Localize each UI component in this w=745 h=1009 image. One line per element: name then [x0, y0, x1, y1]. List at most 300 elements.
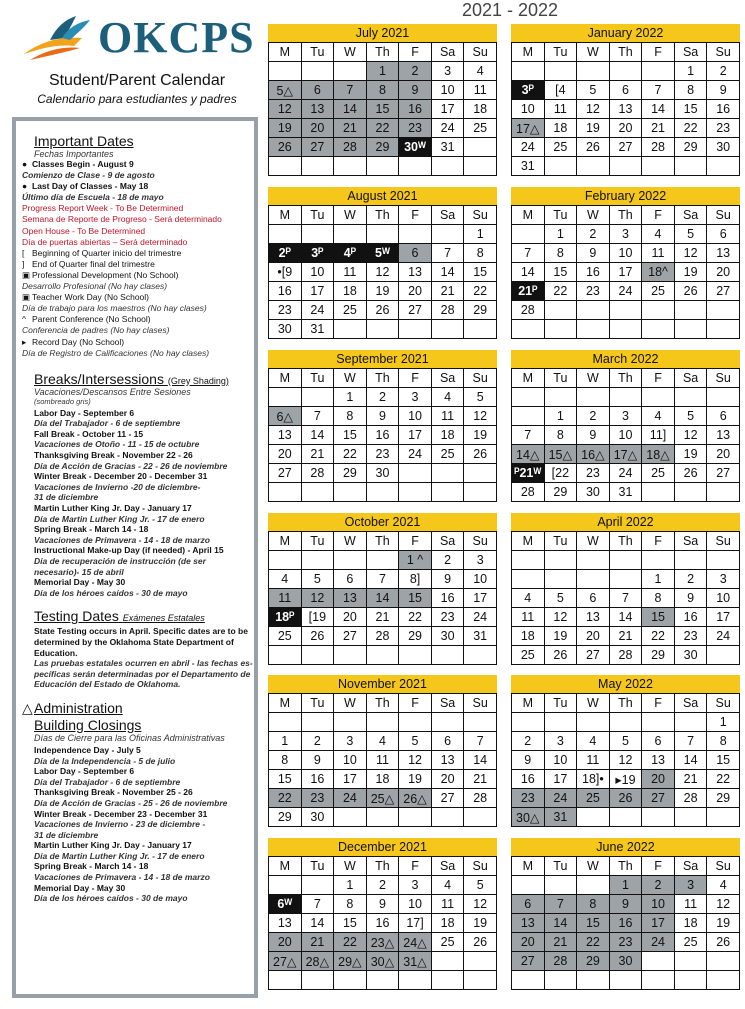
day-cell: 9: [399, 81, 432, 100]
day-cell: [512, 971, 545, 990]
day-cell: [577, 876, 610, 895]
day-cell: 13: [642, 751, 675, 770]
important-item: [22, 281, 247, 292]
day-cell: 29: [366, 138, 399, 157]
weekday-header: Th: [609, 532, 642, 551]
day-cell: 5ᵂ: [366, 244, 399, 263]
day-cell: 3: [609, 225, 642, 244]
day-cell: 20: [642, 770, 675, 789]
day-cell: [707, 320, 740, 339]
day-cell: 26: [577, 138, 610, 157]
breaks-heading: [34, 371, 247, 387]
weekday-header: Sa: [674, 43, 707, 62]
weekday-header: Su: [464, 694, 497, 713]
weekday-header: M: [512, 857, 545, 876]
day-cell: [334, 713, 367, 732]
admin-item: [34, 840, 247, 851]
day-cell: 5△: [269, 81, 302, 100]
breaks-item: [34, 577, 247, 588]
day-cell: 18: [544, 119, 577, 138]
day-cell: 26: [674, 464, 707, 483]
day-cell: [512, 876, 545, 895]
day-cell: 21: [609, 627, 642, 646]
day-cell: 18: [334, 282, 367, 301]
month-title: November 2021: [268, 675, 497, 693]
day-cell: 24: [431, 119, 464, 138]
day-cell: 1: [707, 713, 740, 732]
breaks-item: [34, 567, 247, 578]
day-cell: 12: [301, 589, 334, 608]
month-title: March 2022: [511, 350, 740, 368]
day-cell: 12: [399, 751, 432, 770]
day-cell: [366, 320, 399, 339]
day-cell: 2: [399, 62, 432, 81]
day-cell: 14: [431, 263, 464, 282]
day-cell: [334, 646, 367, 665]
day-cell: 29: [577, 952, 610, 971]
day-cell: 5: [609, 732, 642, 751]
logo-wordmark: OKCPS: [98, 13, 255, 62]
admin-item-text: Independence Day - July 5: [34, 744, 141, 755]
day-cell: 4: [512, 589, 545, 608]
admin-item-text: Día de los héroes caídos - 30 de mayo: [34, 893, 188, 904]
day-cell: [334, 320, 367, 339]
day-cell: [707, 301, 740, 320]
admin-item: [34, 798, 247, 809]
day-cell: 8: [642, 589, 675, 608]
weekday-header: Th: [366, 43, 399, 62]
day-cell: 1: [544, 225, 577, 244]
day-cell: 19: [464, 914, 497, 933]
testing-item: [34, 658, 253, 669]
day-cell: 30: [366, 464, 399, 483]
day-cell: 28: [642, 138, 675, 157]
day-cell: [674, 713, 707, 732]
day-cell: 8: [269, 751, 302, 770]
day-cell: [609, 570, 642, 589]
day-cell: 29: [399, 627, 432, 646]
day-cell: [334, 62, 367, 81]
day-cell: 13: [334, 589, 367, 608]
month-calendar: [511, 24, 740, 176]
day-cell: [674, 301, 707, 320]
testing-item: [34, 637, 247, 648]
day-cell: 2: [512, 732, 545, 751]
day-cell: 14△: [512, 445, 545, 464]
day-cell: 7: [301, 407, 334, 426]
day-cell: 26: [464, 933, 497, 952]
day-cell: [609, 713, 642, 732]
day-cell: 28: [544, 952, 577, 971]
important-dates-heading: Important Dates: [34, 133, 134, 149]
important-item: [22, 181, 247, 192]
breaks-item-text: 31 de diciembre: [34, 492, 99, 503]
day-cell: [642, 952, 675, 971]
day-cell: 25: [464, 119, 497, 138]
weekday-header: F: [642, 369, 675, 388]
day-cell: 19: [674, 263, 707, 282]
weekday-header: Sa: [674, 532, 707, 551]
admin-item-text: Día de la Independencia - 5 de julio: [34, 755, 176, 766]
admin-item-text: Día de Acción de Gracias - 25 - 26 de noviembre: [34, 797, 228, 808]
weekday-header: Su: [707, 857, 740, 876]
day-cell: 8: [334, 895, 367, 914]
day-cell: 22: [366, 119, 399, 138]
day-cell: [642, 551, 675, 570]
day-cell: 21: [301, 933, 334, 952]
weekday-header: F: [642, 857, 675, 876]
important-item-text: Día de puertas abiertas – Será determinado: [22, 236, 188, 247]
month-calendar: [268, 838, 497, 990]
weekday-header: Th: [366, 694, 399, 713]
day-cell: 12: [269, 100, 302, 119]
admin-item-text: Vacaciones de Primavera - 14 - 18 de marzo: [34, 872, 210, 883]
month-title: April 2022: [511, 513, 740, 531]
admin-item-text: Thanksgiving Break - November 25 - 26: [34, 787, 193, 798]
day-cell: 14: [512, 263, 545, 282]
day-cell: 8: [334, 407, 367, 426]
testing-item-text: Education.: [34, 647, 78, 658]
day-cell: [642, 301, 675, 320]
day-cell: 16: [674, 608, 707, 627]
day-cell: 23: [707, 119, 740, 138]
day-cell: 2: [642, 876, 675, 895]
weekday-header: M: [269, 857, 302, 876]
day-cell: [399, 713, 432, 732]
weekday-header: Tu: [544, 43, 577, 62]
day-cell: 25: [642, 282, 675, 301]
day-cell: 9: [366, 895, 399, 914]
day-cell: 14: [674, 751, 707, 770]
day-cell: [22: [544, 464, 577, 483]
day-cell: 4: [269, 570, 302, 589]
important-item: [22, 325, 247, 336]
day-cell: 28: [366, 627, 399, 646]
day-cell: 10: [544, 751, 577, 770]
day-cell: 24: [334, 789, 367, 808]
breaks-item-text: Martin Luther King Jr. Day - January 17: [34, 503, 192, 514]
day-cell: 13: [269, 426, 302, 445]
day-cell: 31: [464, 627, 497, 646]
day-cell: 12: [707, 895, 740, 914]
day-cell: 21: [674, 770, 707, 789]
day-cell: 6: [301, 81, 334, 100]
breaks-subheading: Vacaciones/Descansos Entre Sesiones: [34, 386, 191, 397]
day-cell: 8: [707, 732, 740, 751]
day-cell: 1: [334, 388, 367, 407]
day-cell: [707, 971, 740, 990]
day-cell: 1: [609, 876, 642, 895]
day-cell: [431, 483, 464, 502]
school-year: 2021 - 2022: [461, 0, 559, 20]
day-cell: 9: [609, 895, 642, 914]
day-cell: [609, 62, 642, 81]
day-cell: 15: [269, 770, 302, 789]
day-cell: [512, 407, 545, 426]
day-cell: 1 ^: [399, 551, 432, 570]
day-cell: [674, 551, 707, 570]
day-cell: [577, 808, 610, 827]
day-cell: 14: [366, 589, 399, 608]
day-cell: 29: [642, 646, 675, 665]
day-cell: 28: [301, 464, 334, 483]
day-cell: 13: [269, 914, 302, 933]
day-cell: 13: [301, 100, 334, 119]
day-cell: 25: [431, 933, 464, 952]
day-cell: [577, 551, 610, 570]
day-cell: 24: [301, 301, 334, 320]
day-cell: 30: [609, 952, 642, 971]
important-item: [22, 170, 247, 181]
breaks-item-text: Día de Acción de Gracias - 22 - 26 de noviembre: [34, 460, 228, 471]
day-cell: 10: [642, 895, 675, 914]
day-cell: 11: [674, 895, 707, 914]
weekday-header: F: [399, 369, 432, 388]
day-cell: [399, 320, 432, 339]
day-cell: 3ᴾ: [512, 81, 545, 100]
day-cell: [334, 551, 367, 570]
day-cell: 16: [512, 770, 545, 789]
admin-item-text: Día de Martin Luther King Jr. - 17 de enero: [34, 850, 205, 861]
breaks-note: (Grey Shading): [167, 375, 229, 386]
day-cell: 9: [577, 426, 610, 445]
day-cell: [269, 225, 302, 244]
breaks-item: [34, 439, 247, 450]
day-cell: 27: [609, 138, 642, 157]
day-cell: 23: [609, 933, 642, 952]
important-item-text: Parent Conference (No School): [32, 314, 151, 325]
day-cell: 30△: [366, 952, 399, 971]
day-cell: 4: [464, 62, 497, 81]
admin-item-text: Día del Trabajador - 6 de septiembre: [34, 776, 181, 787]
breaks-item: [34, 418, 247, 429]
day-cell: 31: [544, 808, 577, 827]
day-cell: 22: [544, 282, 577, 301]
day-cell: 15: [464, 263, 497, 282]
day-cell: 21: [334, 119, 367, 138]
day-cell: [609, 301, 642, 320]
day-cell: 18^: [642, 263, 675, 282]
day-cell: 3: [334, 732, 367, 751]
day-cell: 25△: [366, 789, 399, 808]
day-cell: [674, 320, 707, 339]
day-cell: [642, 713, 675, 732]
day-cell: 25: [512, 646, 545, 665]
day-cell: 24: [399, 445, 432, 464]
day-cell: 6: [707, 225, 740, 244]
day-cell: [707, 808, 740, 827]
administration-heading: [22, 700, 247, 717]
important-item: [22, 292, 247, 303]
day-cell: 23: [431, 608, 464, 627]
triangle-icon: △: [22, 699, 33, 716]
weekday-header: Th: [609, 694, 642, 713]
testing-title: Testing Dates: [34, 608, 119, 625]
weekday-header: M: [269, 206, 302, 225]
day-cell: 12: [674, 244, 707, 263]
day-cell: [512, 713, 545, 732]
day-cell: [544, 713, 577, 732]
day-cell: [366, 483, 399, 502]
breaks-item-text: Vacaciones de Primavera - 14 - 18 de marzo: [34, 534, 210, 545]
day-cell: 22: [269, 789, 302, 808]
day-cell: 6: [609, 81, 642, 100]
weekday-header: Sa: [674, 694, 707, 713]
day-cell: 7: [366, 570, 399, 589]
month-title: July 2021: [268, 24, 497, 42]
day-cell: [431, 157, 464, 176]
day-cell: 23: [366, 445, 399, 464]
breaks-item-text: Fall Break - October 11 - 15: [34, 428, 144, 439]
day-cell: 9: [577, 244, 610, 263]
day-cell: [366, 157, 399, 176]
breaks-item: [34, 471, 247, 482]
day-cell: 7: [544, 895, 577, 914]
day-cell: 11: [642, 244, 675, 263]
day-cell: 8: [674, 81, 707, 100]
day-cell: 21: [464, 770, 497, 789]
breaks-item: [34, 524, 247, 535]
day-cell: 1: [269, 732, 302, 751]
day-cell: 28: [674, 789, 707, 808]
weekday-header: M: [269, 43, 302, 62]
important-item-text: End of Quarter final del trimestre: [32, 258, 155, 269]
breaks-item-text: Día de Martin Luther King Jr. - 17 de enero: [34, 513, 205, 524]
month-calendar: [511, 350, 740, 502]
day-cell: 31: [431, 138, 464, 157]
legend-marker-icon: ▣: [22, 269, 31, 280]
weekday-header: W: [577, 369, 610, 388]
day-cell: 18: [431, 426, 464, 445]
day-cell: 9: [301, 751, 334, 770]
weekday-header: Su: [707, 694, 740, 713]
day-cell: [609, 320, 642, 339]
day-cell: [674, 483, 707, 502]
day-cell: [269, 971, 302, 990]
day-cell: [399, 483, 432, 502]
day-cell: 7: [512, 426, 545, 445]
day-cell: [334, 483, 367, 502]
day-cell: 15: [334, 914, 367, 933]
weekday-header: Tu: [301, 857, 334, 876]
day-cell: 3: [544, 732, 577, 751]
day-cell: 19: [269, 119, 302, 138]
day-cell: 10: [431, 81, 464, 100]
day-cell: 8: [577, 895, 610, 914]
admin-item: [34, 787, 247, 798]
testing-item-text: pecíficas serán determinadas por el Departamento de: [34, 668, 251, 679]
day-cell: 31△: [399, 952, 432, 971]
day-cell: 19: [399, 770, 432, 789]
day-cell: 14: [301, 914, 334, 933]
weekday-header: Su: [464, 532, 497, 551]
day-cell: 26: [301, 627, 334, 646]
important-item: [22, 203, 247, 214]
day-cell: [544, 570, 577, 589]
admin-item-text: 31 de diciembre: [34, 829, 99, 840]
weekday-header: F: [642, 694, 675, 713]
breaks-item: [34, 535, 247, 546]
day-cell: [269, 157, 302, 176]
day-cell: •[9: [269, 263, 302, 282]
breaks-item: [34, 450, 247, 461]
weekday-header: Tu: [301, 43, 334, 62]
day-cell: 14: [544, 914, 577, 933]
day-cell: 18: [366, 770, 399, 789]
day-cell: 10: [609, 244, 642, 263]
day-cell: [464, 157, 497, 176]
day-cell: 5: [464, 388, 497, 407]
day-cell: 14: [609, 608, 642, 627]
day-cell: 19: [366, 282, 399, 301]
weekday-header: Th: [609, 206, 642, 225]
day-cell: [269, 388, 302, 407]
day-cell: [512, 320, 545, 339]
important-item: [22, 237, 247, 248]
testing-note: Exámenes Estatales: [122, 613, 205, 624]
important-dates-subheading: Fechas Importantes: [34, 149, 114, 159]
day-cell: 27: [512, 952, 545, 971]
day-cell: 4: [431, 388, 464, 407]
weekday-header: W: [577, 857, 610, 876]
breaks-item: [34, 588, 247, 599]
breaks-item: [34, 429, 247, 440]
day-cell: [464, 808, 497, 827]
day-cell: 14: [464, 751, 497, 770]
day-cell: 4: [642, 225, 675, 244]
day-cell: 5: [577, 81, 610, 100]
day-cell: [269, 713, 302, 732]
day-cell: 22: [577, 933, 610, 952]
day-cell: 30: [269, 320, 302, 339]
day-cell: 16: [431, 589, 464, 608]
day-cell: 12: [674, 426, 707, 445]
admin-item-text: Spring Break - March 14 - 18: [34, 861, 149, 872]
day-cell: 30△: [512, 808, 545, 827]
day-cell: 17: [431, 100, 464, 119]
important-item: [22, 303, 247, 314]
day-cell: 3: [609, 407, 642, 426]
day-cell: 29: [464, 301, 497, 320]
weekday-header: Th: [609, 857, 642, 876]
day-cell: 16: [366, 914, 399, 933]
day-cell: 2ᴾ: [269, 244, 302, 263]
day-cell: [577, 388, 610, 407]
testing-item: [34, 679, 247, 690]
weekday-header: Su: [464, 43, 497, 62]
day-cell: 17: [609, 263, 642, 282]
day-cell: 27: [334, 627, 367, 646]
admin-item-text: Vacaciones de Invierno - 23 de diciembre -: [34, 819, 206, 830]
day-cell: 20: [512, 933, 545, 952]
day-cell: [512, 551, 545, 570]
weekday-header: F: [399, 694, 432, 713]
important-item-text: Professional Development (No School): [32, 269, 179, 280]
day-cell: 20: [269, 445, 302, 464]
day-cell: 7: [609, 589, 642, 608]
day-cell: [269, 483, 302, 502]
day-cell: 25: [431, 445, 464, 464]
day-cell: 13: [707, 426, 740, 445]
day-cell: 25: [544, 138, 577, 157]
day-cell: [577, 320, 610, 339]
day-cell: 18: [464, 100, 497, 119]
day-cell: 13: [577, 608, 610, 627]
weekday-header: Tu: [301, 369, 334, 388]
day-cell: 26: [544, 646, 577, 665]
day-cell: ᴾ21ᵂ: [512, 464, 545, 483]
weekday-header: M: [512, 532, 545, 551]
